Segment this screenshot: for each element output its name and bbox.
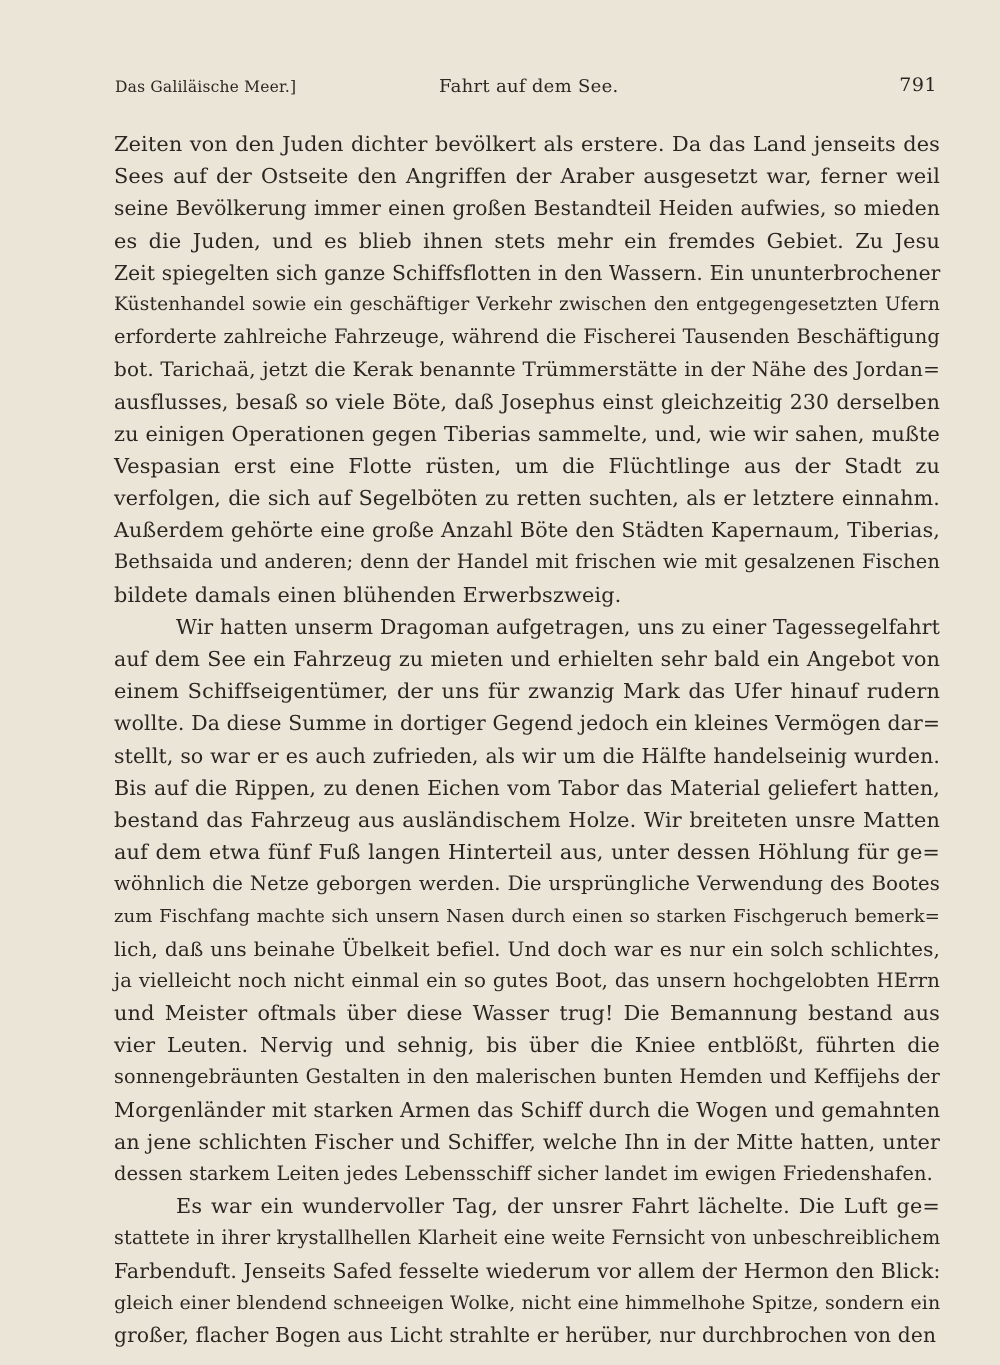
- text-line: gleich einer blendend schneeigen Wolke, nicht eine himmelhohe Spitze, sondern ein: [114, 1291, 941, 1314]
- text-line: verfolgen, die sich auf Segelböten zu retten suchten, als er letztere einnahm.: [114, 486, 940, 511]
- text-line: Außerdem gehörte eine große Anzahl Böte den Städten Kapernaum, Tiberias,: [114, 518, 940, 543]
- body-text: [114, 128, 940, 1351]
- text-line: Zeiten von den Juden dichter bevölkert als erstere. Da das Land jenseits des: [114, 132, 940, 156]
- text-line: bestand das Fahrzeug aus ausländischem Holze. Wir breiteten unsre Matten: [114, 807, 940, 832]
- text-line: Küstenhandel sowie ein geschäftiger Verkehr zwischen den entgegengesetzten Ufern: [114, 293, 940, 315]
- paragraph: [114, 1190, 940, 1351]
- paragraph: [114, 128, 940, 611]
- text-line: erforderte zahlreiche Fahrzeuge, während die Fischerei Tausenden Beschäftigung: [114, 325, 940, 349]
- text-line: lich, daß uns beinahe Übelkeit befiel. Und doch war es nur ein solch schlichtes,: [114, 936, 940, 961]
- text-line: vier Leuten. Nervig und sehnig, bis über die Kniee entblößt, führten die: [114, 1033, 940, 1058]
- text-line: seine Bevölkerung immer einen großen Bestandteil Heiden aufwies, so mieden: [114, 196, 940, 221]
- text-line: großer, flacher Bogen aus Licht strahlte er herüber, nur durchbrochen von den: [114, 1322, 937, 1347]
- text-line: wöhnlich die Netze geborgen werden. Die ursprüngliche Verwendung des Bootes: [114, 872, 940, 896]
- text-line: Bethsaida und anderen; denn der Handel mit frischen wie mit gesalzenen Fischen: [114, 550, 940, 574]
- text-line: und Meister oftmals über diese Wasser trug! Die Bemannung bestand aus: [114, 1001, 940, 1026]
- text-line: zu einigen Operationen gegen Tiberias sammelte, und, wie wir sahen, mußte: [114, 421, 940, 446]
- text-line: Morgenländer mit starken Armen das Schiff durch die Wogen und gemahnten: [114, 1097, 941, 1122]
- text-line: stellt, so war er es auch zufrieden, als wir um die Hälfte handelseinig wurden.: [114, 743, 940, 768]
- running-head-center: Fahrt auf dem See.: [439, 76, 619, 97]
- text-line: einem Schiffseigentümer, der uns für zwanzig Mark das Ufer hinauf rudern: [114, 679, 940, 704]
- text-line: ja vielleicht noch nicht einmal ein so gutes Boot, das unsern hochgelobten HErrn: [114, 968, 940, 992]
- text-line: bot. Tarichaä, jetzt die Kerak benannte Trümmerstätte in der Nähe des Jordan=: [114, 357, 940, 382]
- page-header: [115, 74, 937, 104]
- text-line: wollte. Da diese Summe in dortiger Gegend jedoch ein kleines Vermögen dar=: [114, 711, 941, 736]
- text-line: ausflusses, besaß so viele Böte, daß Josephus einst gleichzeitig 230 derselben: [114, 389, 940, 414]
- paragraph: [114, 611, 940, 1190]
- text-line: Farbenduft. Jenseits Safed fesselte wiederum vor allem der Hermon den Blick:: [114, 1258, 941, 1283]
- text-line: stattete in ihrer krystallhellen Klarheit eine weite Fernsicht von unbeschreiblichem: [114, 1226, 941, 1250]
- text-line: Sees auf der Ostseite den Angriffen der Araber ausgesetzt war, ferner weil: [114, 164, 940, 189]
- running-head-left: Das Galiläische Meer.]: [115, 78, 297, 96]
- text-line: auf dem etwa fünf Fuß langen Hinterteil aus, unter dessen Höhlung für ge=: [114, 840, 940, 865]
- text-line: auf dem See ein Fahrzeug zu mieten und erhielten sehr bald ein Angebot von: [114, 647, 940, 671]
- text-line: Wir hatten unserm Dragoman aufgetragen, uns zu einer Tagessegelfahrt: [176, 614, 940, 639]
- page-number: 791: [899, 74, 937, 96]
- text-line: Bis auf die Rippen, zu denen Eichen vom Tabor das Material geliefert hatten,: [114, 775, 940, 800]
- text-line: bildete damals einen blühenden Erwerbszweig.: [114, 582, 622, 607]
- text-line: dessen starkem Leiten jedes Lebensschiff sicher landet im ewigen Friedenshafen.: [114, 1162, 933, 1185]
- text-line: an jene schlichten Fischer und Schiffer, welche Ihn in der Mitte hatten, unter: [114, 1129, 940, 1154]
- text-line: Es war ein wundervoller Tag, der unsrer Fahrt lächelte. Die Luft ge=: [176, 1194, 940, 1219]
- text-line: zum Fischfang machte sich unsern Nasen durch einen so starken Fischgeruch bemerk=: [114, 905, 940, 927]
- text-line: Zeit spiegelten sich ganze Schiffsflotten in den Wassern. Ein ununterbrochener: [114, 260, 941, 285]
- text-line: es die Juden, und es blieb ihnen stets mehr ein fremdes Gebiet. Zu Jesu: [114, 228, 940, 253]
- text-line: sonnengebräunten Gestalten in den malerischen bunten Hemden und Keffijehs der: [114, 1065, 940, 1089]
- text-line: Vespasian erst eine Flotte rüsten, um die Flüchtlinge aus der Stadt zu: [114, 453, 940, 478]
